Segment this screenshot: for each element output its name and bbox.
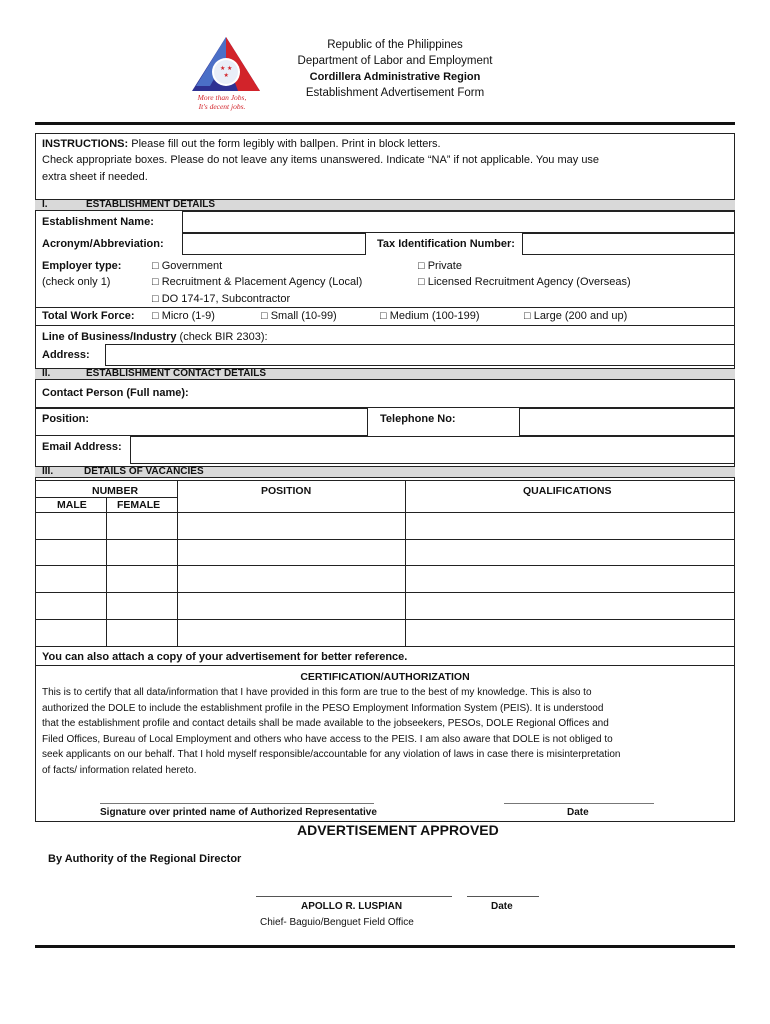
approver-name: APOLLO R. LUSPIAN <box>301 901 403 912</box>
position-label: Position: <box>42 413 90 425</box>
position-header: POSITION <box>261 485 312 497</box>
approver-signature-line <box>256 896 452 897</box>
checkbox-private[interactable]: □ Private <box>418 260 462 272</box>
header-department: Department of Labor and Employment <box>297 55 493 67</box>
section-establishment-details: I. ESTABLISHMENT DETAILS <box>35 199 735 211</box>
divider <box>35 665 735 666</box>
work-force-label: Total Work Force: <box>42 310 135 322</box>
checkbox-do174[interactable]: □ DO 174-17, Subcontractor <box>152 293 291 305</box>
form-header <box>230 37 560 101</box>
divider <box>35 325 735 326</box>
table-divider <box>405 480 406 647</box>
svg-text:★: ★ <box>227 65 233 72</box>
instructions-line1: INSTRUCTIONS: Please fill out the form legibly with ballpen. Print in block letters. <box>42 138 441 150</box>
telephone-label: Telephone No: <box>380 413 456 425</box>
authority-label: By Authority of the Regional Director <box>48 853 242 865</box>
header-republic: Republic of the Philippines <box>327 39 463 51</box>
contact-person-label: Contact Person (Full name): <box>42 387 189 399</box>
checkbox-medium[interactable]: □ Medium (100-199) <box>380 310 480 322</box>
signature-date-label: Date <box>567 807 589 818</box>
qualifications-header: QUALIFICATIONS <box>523 485 612 497</box>
certification-text: This is to certify that all data/information that I have provided in this form are true to the best of my knowledge. This is also to authorized the DOLE to include the establishment profile in the PESO Employment Information System (PEIS). It is understood that the establishment profile and contact details shall be made available to the jobseekers, PESOs, DOLE Regional Offices and Filed Offices, Bureau of Local Employment and others who have access to the PEIS. I am also aware that DOLE is not obliged to seek applicants on our behalf. That I hold myself responsible/accountable for any violation of laws in case there is misinterpretation of facts/ information related hereto. <box>42 687 621 776</box>
telephone-field[interactable] <box>519 408 735 436</box>
checkbox-small[interactable]: □ Small (10-99) <box>261 310 337 322</box>
section-contact-details: II. ESTABLISHMENT CONTACT DETAILS <box>35 368 735 380</box>
svg-text:★: ★ <box>220 65 226 72</box>
tin-field[interactable] <box>522 233 735 255</box>
instructions-line2: Check appropriate boxes. Please do not leave any items unanswered. Indicate “NA” if not applicable. You may use <box>42 154 600 166</box>
approver-date-label: Date <box>491 901 513 912</box>
check-only-note: (check only 1) <box>42 276 111 288</box>
signature-line[interactable] <box>100 803 374 804</box>
svg-text:More than Jobs,: More than Jobs, <box>197 93 247 102</box>
approver-date-line <box>467 896 539 897</box>
instructions-line3: extra sheet if needed. <box>42 171 148 183</box>
line-of-business-label: Line of Business/Industry (check BIR 2303): <box>42 331 268 343</box>
top-rule <box>35 122 735 125</box>
checkbox-government[interactable]: □ Government <box>152 260 223 272</box>
approval-title: ADVERTISEMENT APPROVED <box>297 822 499 838</box>
employer-type-label: Employer type: <box>42 260 122 272</box>
divider <box>35 307 735 308</box>
position-field[interactable] <box>35 408 368 436</box>
bottom-rule <box>35 945 735 948</box>
table-divider <box>35 539 735 540</box>
form-title: Establishment Advertisement Form <box>305 87 485 99</box>
table-divider <box>35 592 735 593</box>
header-region: Cordillera Administrative Region <box>309 71 481 83</box>
table-divider <box>177 480 178 647</box>
checkbox-recruitment-local[interactable]: □ Recruitment & Placement Agency (Local) <box>152 276 363 288</box>
table-divider <box>35 565 735 566</box>
attach-note: You can also attach a copy of your advertisement for better reference. <box>42 651 408 663</box>
address-field[interactable] <box>105 344 735 366</box>
approver-title: Chief- Baguio/Benguet Field Office <box>260 917 414 928</box>
email-field[interactable] <box>130 436 735 464</box>
establishment-name-field[interactable] <box>182 211 735 233</box>
female-header: FEMALE <box>117 499 161 511</box>
table-divider <box>35 619 735 620</box>
checkbox-micro[interactable]: □ Micro (1-9) <box>152 310 215 322</box>
male-header: MALE <box>57 499 87 511</box>
svg-text:It's decent jobs.: It's decent jobs. <box>198 102 246 111</box>
signature-label: Signature over printed name of Authorized Representative <box>100 807 377 818</box>
number-header: NUMBER <box>92 485 139 497</box>
checkbox-large[interactable]: □ Large (200 and up) <box>524 310 628 322</box>
email-label: Email Address: <box>42 441 122 453</box>
svg-text:★: ★ <box>223 72 229 79</box>
checkbox-licensed-overseas[interactable]: □ Licensed Recruitment Agency (Overseas) <box>418 276 631 288</box>
table-divider <box>35 512 735 513</box>
signature-date-line[interactable] <box>504 803 654 804</box>
advertisement-form <box>35 122 735 948</box>
establishment-name-label: Establishment Name: <box>42 216 154 228</box>
acronym-field[interactable] <box>182 233 366 255</box>
table-divider <box>106 497 107 647</box>
contact-person-field[interactable] <box>35 382 735 408</box>
certification-title: CERTIFICATION/AUTHORIZATION <box>300 671 470 683</box>
tin-label: Tax Identification Number: <box>377 238 515 250</box>
section-vacancies: III. DETAILS OF VACANCIES <box>35 466 735 478</box>
address-label: Address: <box>42 349 90 361</box>
acronym-label: Acronym/Abbreviation: <box>42 238 164 250</box>
